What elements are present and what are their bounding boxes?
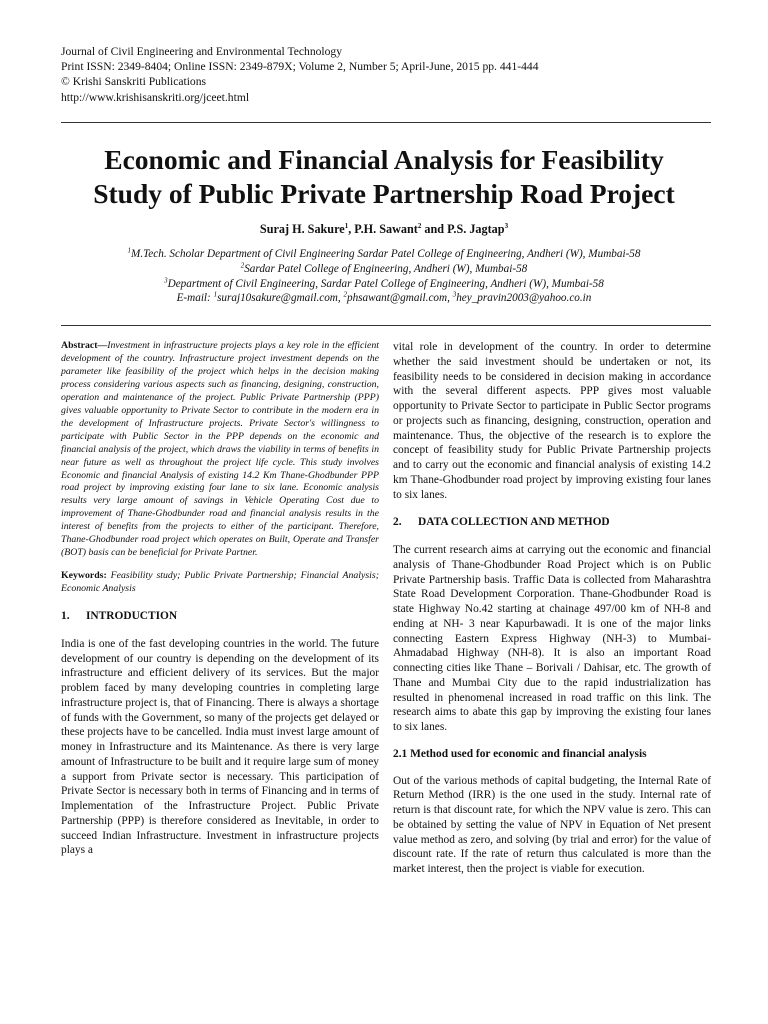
- header-divider: [61, 122, 711, 123]
- paper-title: [30, 143, 738, 211]
- affiliation-sup: 3: [164, 275, 168, 284]
- affiliation-line: [30, 247, 738, 262]
- author-separator: and: [421, 222, 448, 236]
- author-name: P.S. Jagtap: [447, 222, 505, 236]
- journal-name: Journal of Civil Engineering and Environmental Technology: [61, 45, 343, 58]
- email-label: E-mail:: [176, 292, 214, 305]
- journal-publisher: © Krishi Sanskriti Publications: [61, 75, 207, 89]
- abstract-dash: —: [97, 340, 108, 351]
- email-address[interactable]: phsawant@gmail.com,: [346, 292, 453, 305]
- paper-title-line1: Economic and Financial Analysis for Feasibility: [104, 144, 664, 175]
- abstract-body: Investment in infrastructure projects plays a key role in the efficient development of the country. Infrastructure project investment depends on the parameter like feasibility of the project which helps in the decision making process considering various aspects such as financing, designing, construction, operation and maintenance of the project. Public Private Partnership (PPP) gives valuable opportunity to Private Sector to contribute in the modern era in the development of Infrastructure projects. Private Sector's willingness to participate with Public Sector in the PPP depends on the economic and financial analysis of the project, which draws the viability in terms of benefits in near future as well as throughout the project life cycle. This study involves Economic and financial Analysis of existing 14.2 Km Thane-Ghodbunder PPP road project by improving existing four lane to six lane. Economic analysis results very large amount of savings in Vehicle Operating Cost due to improvement of Thane-Ghodbunder road and financial analysis results in the interest of benefits from the projects to either of the participant. Therefore, Thane-Ghodbunder road project which operates on Built, Operate and Transfer (BOT) basis can be beneficial for Private Partner.: [61, 340, 379, 559]
- affiliation-text: Sardar Patel College of Engineering, Andheri (W), Mumbai-58: [244, 262, 528, 275]
- abstract-label: Abstract: [61, 340, 98, 351]
- abstract: [61, 340, 379, 560]
- section-title: DATA COLLECTION AND METHOD: [418, 516, 610, 529]
- email-sup: 3: [452, 290, 457, 299]
- affiliation-text: M.Tech. Scholar Department of Civil Engineering Sardar Patel College of Engineering, Andheri (W), Mumbai-58: [131, 248, 641, 260]
- right-column: [393, 340, 711, 877]
- affiliation-sup: 1: [127, 246, 131, 255]
- affiliation-text: Department of Civil Engineering, Sardar Patel College of Engineering, Andheri (W), Mumbai-58: [167, 277, 604, 290]
- section-title: INTRODUCTION: [86, 610, 178, 623]
- affiliations: [30, 247, 738, 306]
- author-separator: ,: [348, 222, 355, 236]
- affiliation-sup: 2: [240, 261, 245, 270]
- left-column: [61, 340, 379, 858]
- section-number: 2.: [393, 516, 402, 529]
- section-number: 1.: [61, 610, 70, 623]
- email-address[interactable]: hey_pravin2003@yahoo.co.in: [456, 292, 592, 305]
- data-collection-paragraph: The current research aims at carrying out the economic and financial analysis of Thane-Ghodbunder Road Project which is on Public Private Partnership basis. Traffic Data is collected from Maharashtra State Road Development Corporation. Thane-Ghodbunder Road is state Highway No.42 starting at chainage 497/00 km of NH-8 and ending at NH- 3 near Kapurbawadi. It is one of the major links connecting Eastern Express Highway (NH-3) to Mumbai- Ahmadabad Highway (NH-8). It is also an important Road connecting cities like Thane – Borivali / Dahisar, etc. The growth of Thane and Mumbai City due to the rapid industrialization has resulted in phenomenal increased in road traffic on this link. The research aims to abate this gap by improving the existing four lanes to six lanes.: [393, 544, 711, 733]
- email-line: [30, 291, 738, 306]
- paper-title-line2: Study of Public Private Partnership Road Project: [93, 178, 675, 209]
- author-list: [30, 222, 738, 237]
- affiliation-line: [30, 262, 738, 277]
- affiliation-line: [30, 277, 738, 292]
- author-sup: 3: [504, 221, 509, 230]
- method-paragraph: Out of the various methods of capital budgeting, the Internal Rate of Return Method (IRR) is the one used in the study. Internal rate of return is that discount rate, for which the NPV value is zero. This can be obtained by setting the value of NPV in Equation of Net present value method as zero, and solving (by trial and error) for the value of discount rate. If the rate of return thus calculated is more than the market interest, then the project is viable for execution.: [393, 774, 711, 875]
- author-name: Suraj H. Sakure: [259, 222, 345, 236]
- section-heading-data-collection: [393, 515, 711, 530]
- author-sup: 1: [344, 221, 349, 230]
- journal-url[interactable]: http://www.krishisanskriti.org/jceet.html: [61, 90, 250, 104]
- email-sup: 1: [213, 290, 218, 299]
- keywords-body: Feasibility study; Public Private Partnership; Financial Analysis; Economic Analysis: [61, 570, 379, 595]
- section-heading-introduction: [61, 609, 379, 624]
- introduction-paragraph-continued: vital role in development of the country. In order to determine whether the said investment should be undertaken or not, its feasibility needs to be considered in decision making in accordance with the several different aspects. PPP gives most valuable opportunity to Private Sector to participate in Public Sector programs or projects such as financing, designing, construction, operation and maintenance. Thus, the objective of the research is to explore the concept of feasibility study for Public Private Partnership projects and to carry out the economic and financial analysis of existing 14.2 km Thane-Ghodbunder road project by improving existing four lanes to six lanes.: [393, 341, 711, 501]
- journal-issn: Print ISSN: 2349-8404; Online ISSN: 2349-879X; Volume 2, Number 5; April-June, 2015 pp. 441-444: [61, 60, 539, 74]
- keywords-label: Keywords:: [61, 570, 111, 582]
- subsection-heading-method: 2.1 Method used for economic and financial analysis: [393, 747, 647, 760]
- author-name: P.H. Sawant: [354, 222, 418, 236]
- title-divider: [61, 325, 711, 326]
- author-sup: 2: [417, 221, 422, 230]
- email-address[interactable]: suraj10sakure@gmail.com,: [217, 292, 344, 305]
- keywords: [61, 570, 379, 596]
- introduction-paragraph: India is one of the fast developing countries in the world. The future development of our country is depending on the development of its infrastructure and efficient delivery of its services. But the major problem faced by many developing countries in completing large infrastructure project is, that of Financing. There is always a shortage of funds with the Government, so many of the projects get delayed or these projects have to be cancelled. India must invest large amount of money in Infrastructure and its Maintenance. As there is very large amount of Infrastructure to be built and it require large sum of money a support from Private sector is necessary. This participation of Private Sector is necessary both in terms of Financing and in terms of Implementation of the Infrastructure Project. Public Private Partnership (PPP) is therefore considered as Inevitable, in order to succeed Indian Infrastructure. Investment in infrastructure projects plays a: [61, 637, 379, 857]
- journal-header: [61, 44, 539, 105]
- email-sup: 2: [343, 290, 347, 299]
